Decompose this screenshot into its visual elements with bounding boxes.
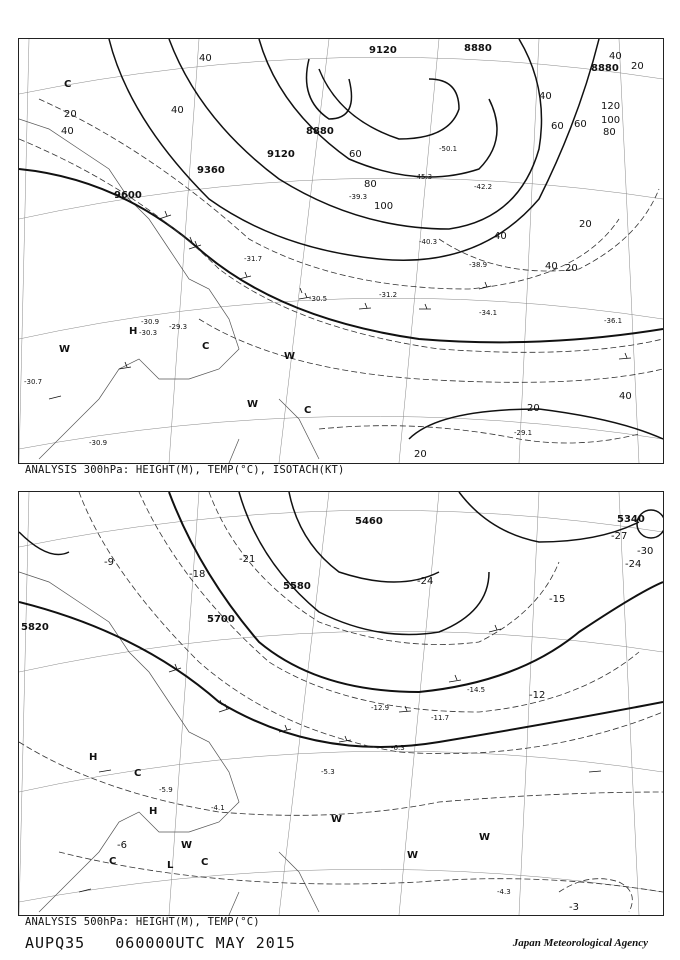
center-marker: H	[149, 806, 158, 817]
isotach-label: 60	[574, 119, 587, 130]
isotach-label: 20	[64, 109, 77, 120]
height-label: 5340	[617, 514, 645, 525]
height-label: 9120	[369, 45, 397, 56]
temp-label: -45.3	[414, 173, 433, 181]
coastline	[19, 119, 319, 463]
isotach-label: 120	[601, 101, 621, 112]
isotherm-label: -15	[549, 594, 566, 605]
isotherm-label: -6	[117, 840, 127, 851]
graticule	[19, 39, 663, 463]
height-label: 5460	[355, 516, 383, 527]
isotach-label: 40	[609, 51, 622, 62]
isotherm-label: -3	[569, 902, 579, 913]
temp-label: -36.1	[604, 317, 623, 325]
temp-label: -11.7	[431, 714, 450, 722]
map-300hpa-canvas	[19, 39, 663, 463]
temp-labels	[104, 531, 653, 913]
center-marker: L	[167, 860, 174, 871]
height-label: 8880	[591, 63, 619, 74]
isotach-label: 40	[539, 91, 552, 102]
isotach-label: 20	[631, 61, 644, 72]
center-marker: W	[331, 814, 343, 825]
temp-label: -30.3	[139, 329, 158, 337]
isotach-label: 100	[601, 115, 621, 126]
caption-500hpa: ANALYSIS 500hPa: HEIGHT(M), TEMP(°C)	[25, 916, 260, 928]
isotach-label: 60	[551, 121, 564, 132]
center-marker: W	[59, 344, 71, 355]
temp-label: -39.3	[349, 193, 368, 201]
isotach-label: 20	[527, 403, 540, 414]
height-label: 9120	[267, 149, 295, 160]
isotherm-label: -30	[637, 546, 654, 557]
chart-id: AUPQ35	[25, 934, 86, 952]
isotach-label: 40	[199, 53, 212, 64]
height-contours	[19, 39, 663, 439]
height-label: 5820	[21, 622, 49, 633]
center-marker: C	[201, 857, 209, 868]
temp-label: -34.1	[479, 309, 498, 317]
isotach-label: 20	[414, 449, 427, 460]
isotherms	[19, 492, 663, 912]
center-marker: W	[479, 832, 491, 843]
temp-label: -50.1	[439, 145, 458, 153]
isotach-label: 40	[619, 391, 632, 402]
isotherm-label: -27	[611, 531, 628, 542]
agency-name: Japan Meteorological Agency	[512, 937, 648, 949]
map-500hpa-canvas	[19, 492, 663, 915]
temp-label: -6.3	[391, 744, 405, 752]
isotach-label: 40	[171, 105, 184, 116]
temp-label: -5.3	[321, 768, 335, 776]
temp-label: -4.3	[497, 888, 511, 896]
isotherm-label: -9	[104, 557, 114, 568]
temp-label: -29.1	[514, 429, 533, 437]
temp-label: -29.3	[169, 323, 188, 331]
map-500hpa	[18, 491, 664, 916]
center-marker: H	[129, 326, 138, 337]
center-marker: C	[64, 79, 72, 90]
isotherm-label: -21	[239, 554, 256, 565]
isotach-label: 40	[61, 126, 74, 137]
center-marker: C	[304, 405, 312, 416]
isotach-label: 80	[364, 179, 377, 190]
isotach-label: 20	[565, 263, 578, 274]
height-label: 5700	[207, 614, 235, 625]
graticule	[19, 492, 663, 915]
center-marker: C	[109, 856, 117, 867]
temp-label: -5.9	[159, 786, 173, 794]
center-marker: W	[284, 351, 296, 362]
chart-id-line	[25, 934, 296, 952]
center-marker: C	[134, 768, 142, 779]
valid-time: 060000UTC MAY 2015	[115, 934, 296, 952]
isotherm-label: -24	[417, 576, 434, 587]
temp-label: -30.9	[141, 318, 160, 326]
center-marker: W	[247, 399, 259, 410]
isotherm-label: -24	[625, 559, 642, 570]
temp-label: -31.2	[379, 291, 398, 299]
height-label: 9360	[197, 165, 225, 176]
isotherm-label: -18	[189, 569, 206, 580]
wind-barbs	[49, 211, 631, 399]
isotherm-label: -12	[529, 690, 546, 701]
isotach-label: 60	[349, 149, 362, 160]
temp-label: -31.7	[244, 255, 263, 263]
height-labels	[21, 514, 645, 633]
temp-label: -4.1	[211, 804, 225, 812]
isotach-label: 40	[545, 261, 558, 272]
caption-300hpa: ANALYSIS 300hPa: HEIGHT(M), TEMP(°C), ISOTACH(KT)	[25, 464, 345, 476]
isotach-label: 100	[374, 201, 394, 212]
temp-label: -42.2	[474, 183, 493, 191]
temp-label: -30.7	[24, 378, 43, 386]
pressure-centers	[89, 752, 490, 871]
temp-label: -38.9	[469, 261, 488, 269]
height-label: 8880	[306, 126, 334, 137]
isotach-label: 80	[603, 127, 616, 138]
temp-label: -30.5	[309, 295, 328, 303]
height-label: 8880	[464, 43, 492, 54]
isotach-label: 40	[494, 231, 507, 242]
center-marker: H	[89, 752, 98, 763]
center-marker: W	[181, 840, 193, 851]
height-label: 9600	[114, 190, 142, 201]
pressure-centers	[59, 79, 311, 416]
map-300hpa	[18, 38, 664, 464]
wind-barbs	[79, 625, 601, 892]
temp-label: -40.3	[419, 238, 438, 246]
center-marker: W	[407, 850, 419, 861]
center-marker: C	[202, 341, 210, 352]
isotach-label: 20	[579, 219, 592, 230]
temp-label: -12.9	[371, 704, 390, 712]
temp-label: -30.9	[89, 439, 108, 447]
height-labels	[114, 43, 619, 201]
height-label: 5580	[283, 581, 311, 592]
temp-label: -14.5	[467, 686, 486, 694]
